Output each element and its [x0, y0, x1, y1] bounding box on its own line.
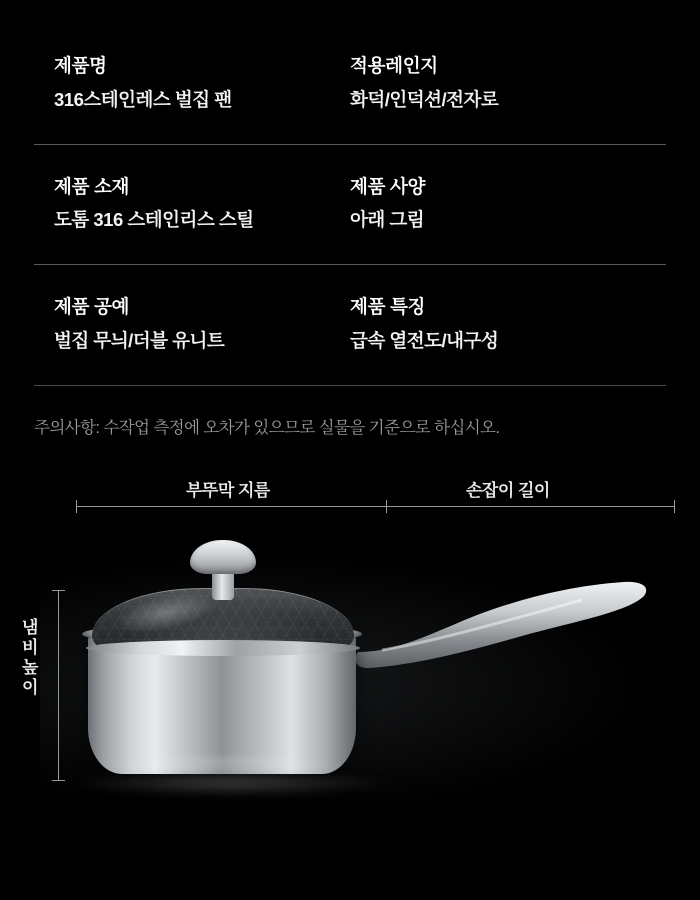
table-row — [0, 52, 700, 114]
table-row — [0, 293, 700, 355]
table-row — [0, 173, 700, 235]
spec-value: 도톰 316 스테인리스 스틸 — [54, 209, 254, 231]
spec-label: 제품 공예 — [54, 296, 130, 317]
spec-label: 제품 사양 — [350, 175, 426, 197]
spec-value: 화덕/인덕션/전자로 — [350, 88, 499, 110]
spec-label: 제품 소재 — [54, 175, 130, 197]
spec-value: 316스테인레스 벌집 팬 — [54, 88, 232, 110]
spec-label: 제품명 — [54, 55, 107, 76]
lid-knob — [190, 540, 256, 574]
spec-cell-right — [350, 293, 646, 355]
spec-label: 적용레인지 — [350, 55, 438, 76]
product-image — [0, 502, 700, 822]
spec-cell-left — [54, 52, 350, 114]
dimension-label-diameter: 부뚜막 지름 — [186, 480, 270, 500]
spec-cell-left — [54, 173, 350, 235]
dimension-label-handle-length: 손잡이 길이 — [466, 480, 550, 500]
dimension-label-height: 냄비 높이 — [22, 617, 38, 697]
pot-handle — [352, 578, 652, 674]
spec-value: 급속 열전도/내구성 — [350, 329, 499, 351]
spec-value: 벌집 무늬/더블 유니트 — [54, 329, 225, 351]
disclaimer-note: 주의사항: 수작업 측정에 오차가 있으므로 실물을 기준으로 하십시오. — [34, 418, 500, 437]
spec-table — [0, 0, 700, 438]
divider — [34, 144, 666, 145]
divider — [34, 264, 666, 265]
spec-cell-left — [54, 293, 350, 355]
product-dimension-diagram — [0, 468, 700, 828]
spec-label: 제품 특징 — [350, 296, 426, 317]
product-shadow — [70, 770, 390, 796]
divider — [34, 385, 666, 386]
spec-value: 아래 그림 — [350, 209, 425, 231]
lid-edge — [86, 640, 360, 656]
spec-cell-right — [350, 52, 646, 114]
spec-cell-right — [350, 173, 646, 235]
